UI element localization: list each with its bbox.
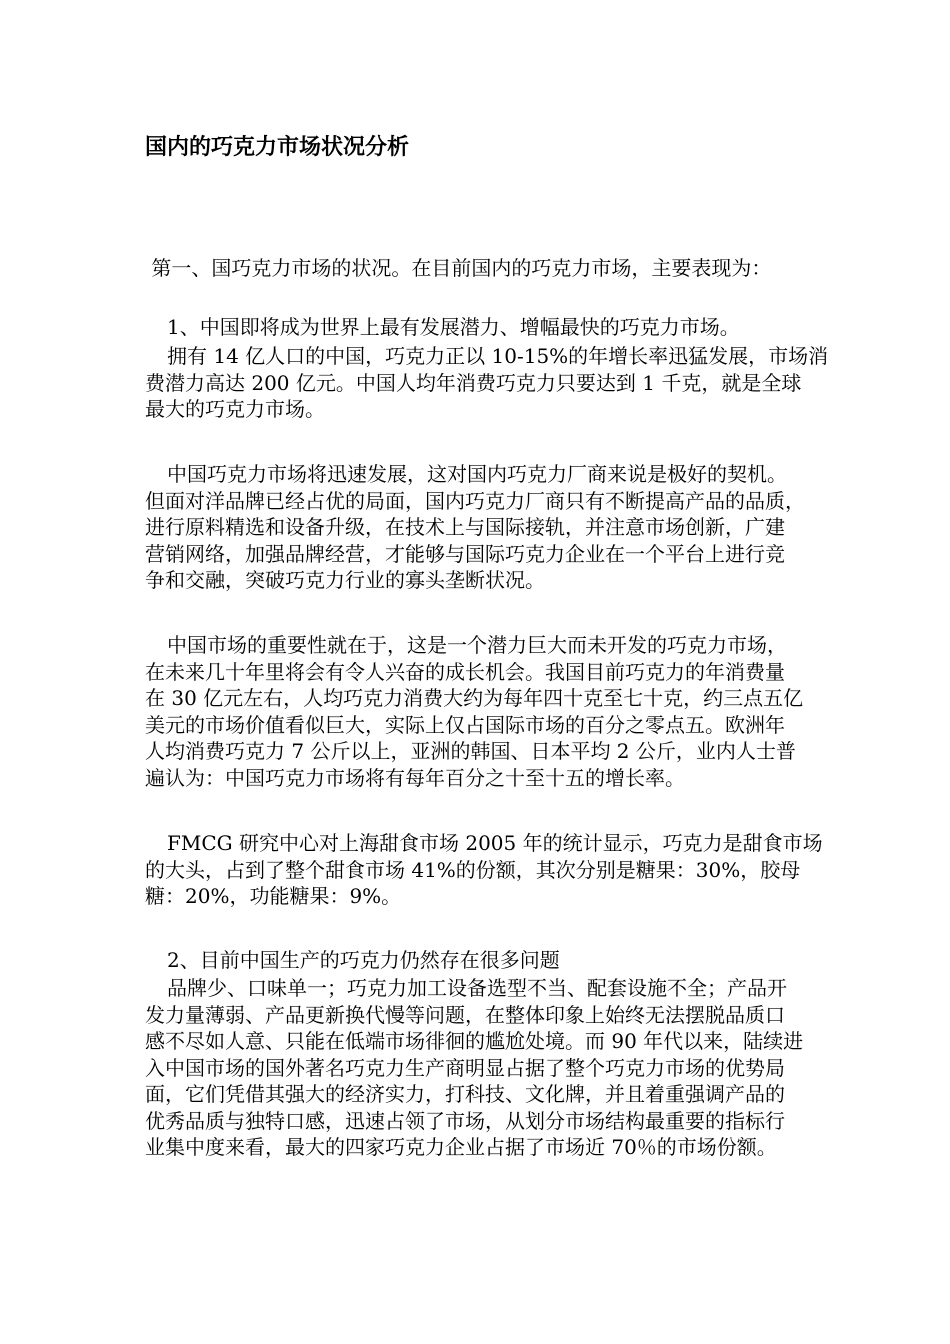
paragraph-line: 优秀品质与独特口感，迅速占领了市场，从划分市场结构最重要的指标行 bbox=[145, 1108, 785, 1133]
paragraph-line: 拥有 14 亿人口的中国，巧克力正以 10-15%的年增长率迅猛发展，市场消 bbox=[167, 344, 829, 368]
paragraph-line: 在未来几十年里将会有令人兴奋的成长机会。我国目前巧克力的年消费量 bbox=[145, 659, 785, 684]
paragraph-line: 品牌少、口味单一；巧克力加工设备选型不当、配套设施不全；产品开 bbox=[167, 976, 787, 1000]
paragraph-line: 中国巧克力市场将迅速发展，这对国内巧克力厂商来说是极好的契机。 bbox=[167, 462, 787, 486]
paragraph-line: 感不尽如人意、只能在低端市场徘徊的尴尬处境。而 90 年代以来，陆续进 bbox=[145, 1029, 804, 1053]
section-2-paragraph bbox=[145, 975, 870, 1161]
section-1-paragraph-2 bbox=[145, 461, 870, 594]
intro-line: 第一、国巧克力市场的状况。在目前国内的巧克力市场，主要表现为： bbox=[145, 256, 772, 280]
paragraph-line: 的大头，占到了整个甜食市场 41%的份额，其次分别是糖果：30%，胶母 bbox=[145, 857, 801, 882]
paragraph-line: 在 30 亿元左右，人均巧克力消费大约为每年四十克至七十克，约三点五亿 bbox=[145, 686, 804, 710]
paragraph-line: 人均消费巧克力 7 公斤以上，亚洲的韩国、日本平均 2 公斤，业内人士普 bbox=[145, 739, 796, 763]
section-2-heading-text: 2、目前中国生产的巧克力仍然存在很多问题 bbox=[167, 948, 560, 972]
paragraph-line: 遍认为：中国巧克力市场将有每年百分之十至十五的增长率。 bbox=[145, 765, 685, 790]
paragraph-line: 进行原料精选和设备升级，在技术上与国际接轨，并注意市场创新，广建 bbox=[145, 515, 785, 539]
section-1-paragraph-1 bbox=[145, 343, 870, 423]
paragraph-line: 最大的巧克力市场。 bbox=[145, 397, 325, 421]
paragraph-line: 入中国市场的国外著名巧克力生产商明显占据了整个巧克力市场的优势局 bbox=[145, 1055, 785, 1080]
paragraph-line: FMCG 研究中心对上海甜食市场 2005 年的统计显示，巧克力是甜食市场 bbox=[167, 831, 823, 855]
paragraph-line: 面，它们凭借其强大的经济实力，打科技、文化牌，并且着重强调产品的 bbox=[145, 1082, 785, 1106]
paragraph-line: 中国市场的重要性就在于，这是一个潜力巨大而未开发的巧克力市场， bbox=[167, 633, 787, 657]
paragraph-line: 糖：20%，功能糖果：9%。 bbox=[145, 884, 402, 908]
paragraph-line: 营销网络，加强品牌经营，才能够与国际巧克力企业在一个平台上进行竞 bbox=[145, 541, 785, 566]
section-1-paragraph-4 bbox=[145, 830, 870, 910]
section-1-paragraph-3 bbox=[145, 632, 870, 791]
document-title: 国内的巧克力市场状况分析 bbox=[145, 135, 410, 160]
paragraph-line: 美元的市场价值看似巨大，实际上仅占国际市场的百分之零点五。欧洲年 bbox=[145, 712, 785, 737]
section-1-heading bbox=[145, 314, 870, 341]
paragraph-line: 但面对洋品牌已经占优的局面，国内巧克力厂商只有不断提高产品的品质， bbox=[145, 488, 805, 513]
section-1-heading-text: 1、中国即将成为世界上最有发展潜力、增幅最快的巧克力市场。 bbox=[167, 315, 740, 339]
paragraph-line: 费潜力高达 200 亿元。中国人均年消费巧克力只要达到 1 千克，就是全球 bbox=[145, 370, 802, 395]
paragraph-line: 争和交融，突破巧克力行业的寡头垄断状况。 bbox=[145, 568, 545, 592]
paragraph-line: 业集中度来看，最大的四家巧克力企业占据了市场近 70％的市场份额。 bbox=[145, 1135, 777, 1159]
paragraph-line: 发力量薄弱、产品更新换代慢等问题，在整体印象上始终无法摆脱品质口 bbox=[145, 1002, 785, 1027]
section-2-heading bbox=[145, 947, 870, 974]
